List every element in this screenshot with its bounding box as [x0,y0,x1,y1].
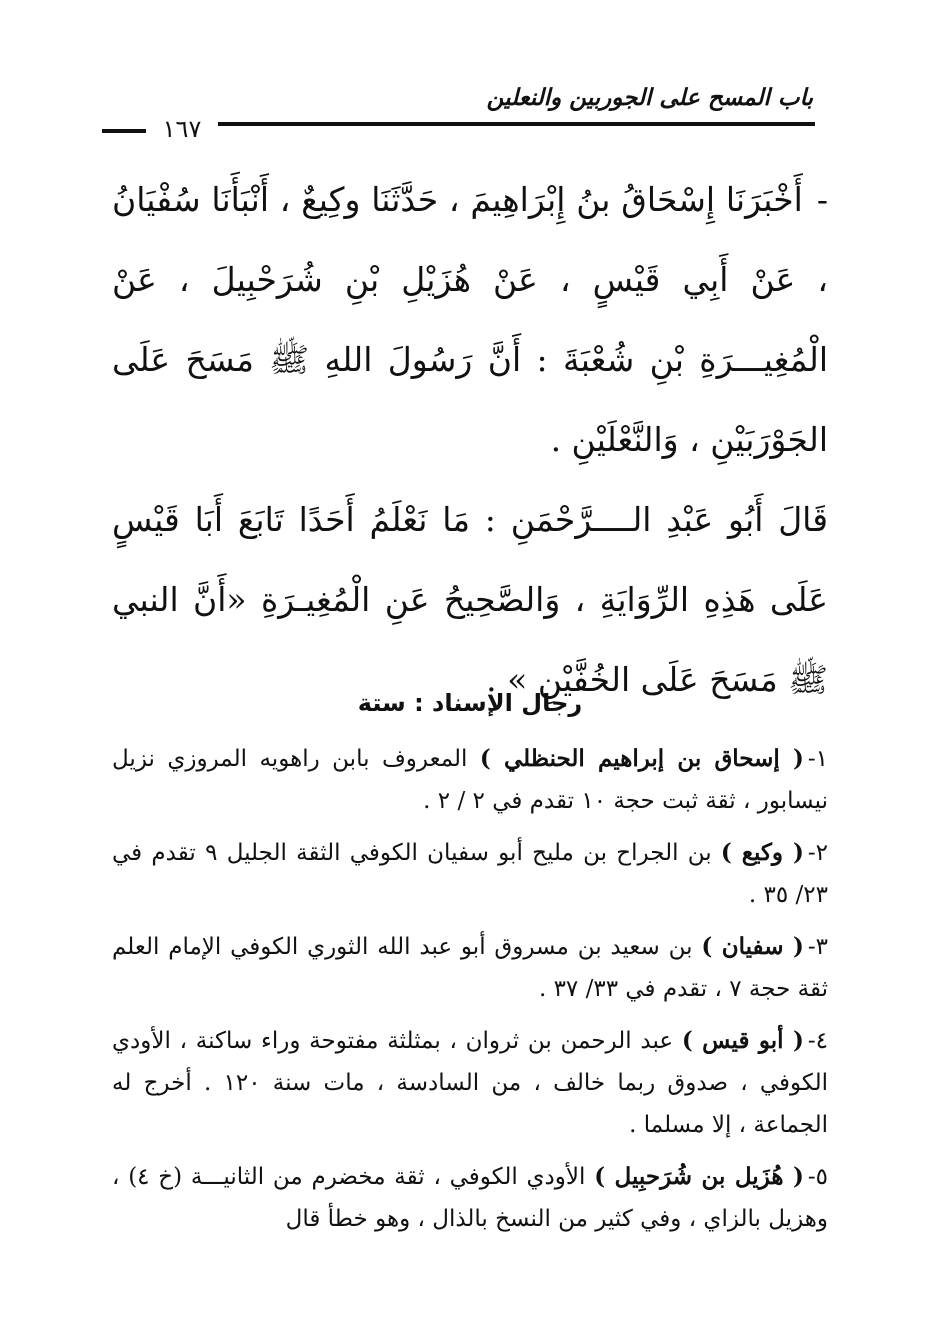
entry-number: ٢- [807,840,828,866]
hadith-comment: قَالَ أَبُو عَبْدِ الــــرَّحْمَنِ : مَا نَعْلَمُ أَحَدًا تَابَعَ أَبَا قَيْسٍ عَلَى هَذِهِ الرِّوَايَةِ ، وَالصَّحِيحُ عَنِ الْمُغِيـرَةِ «أَنَّ النبي ﷺ مَسَحَ عَلَى الخُفَّيْنِ » . [112,500,828,699]
entry-number: ١- [807,746,829,772]
narrator-entry [112,926,828,1010]
narrator-list [112,738,828,1250]
hadith-body: أَخْبَرَنَا إِسْحَاقُ بنُ إِبْرَاهِيمَ ، حَدَّثَنَا وكِيعٌ ، أَنْبَأَنَا سُفْيَانُ ، عَنْ أَبِي قَيْسٍ ، عَنْ هُزَيْلِ بْنِ شُرَحْبِيلَ ، عَنْ الْمُغِيـــرَةِ بْنِ شُعْبَةَ : أَنَّ رَسُولَ اللهِ ﷺ مَسَحَ عَلَى الجَوْرَبَيْنِ ، وَالنَّعْلَيْنِ . [112,180,828,459]
entry-number: ٣- [807,934,828,960]
narrator-entry [112,832,828,916]
page-number: ١٦٧ [162,115,202,143]
header-rule-short [102,129,146,133]
narrator-name: ( وكيع ) [720,839,804,866]
hadith-text [112,160,828,720]
narrator-entry [112,1156,828,1240]
narrator-name: ( أبو قيس ) [681,1027,804,1054]
narrator-description: بن سعيد بن مسروق أبو عبد الله الثوري الكوفي الإمام العلم ثقة حجة ٧ ، تقدم في ٣٣/ ٣٧ . [112,934,828,1002]
narrator-entry [112,1020,828,1146]
narrator-entry [112,738,828,822]
running-header-title: باب المسح على الجوربين والنعلين [486,85,813,111]
hadith-dash: - [816,180,828,219]
entry-number: ٤- [807,1028,829,1054]
narrator-description: الأودي الكوفي ، ثقة مخضرم من الثانيـــة (خ ٤) ، وهزيل بالزاي ، وفي كثير من النسخ بالذال ، وهو خطأ قال [112,1164,828,1232]
header-rule [218,122,815,126]
narrator-description: عبد الرحمن بن ثروان ، بمثلثة مفتوحة وراء ساكنة ، الأودي الكوفي ، صدوق ربما خالف ، من السادسة ، مات سنة ١٢٠ . أخرج له الجماعة ، إلا مسلما . [112,1028,828,1138]
hadith-paragraph [112,160,828,480]
section-title: رجال الإسناد : ستة [357,689,583,717]
narrator-description: المعروف بابن راهويه المروزي نزيل نيسابور ، ثقة ثبت حجة ١٠ تقدم في ٢ / ٢ . [112,746,828,814]
narrator-name: ( إسحاق بن إبراهيم الحنظلي ) [479,745,804,772]
narrator-name: ( سفيان ) [701,933,804,960]
entry-number: ٥- [807,1164,829,1190]
narrator-description: بن الجراح بن مليح أبو سفيان الكوفي الثقة الجليل ٩ تقدم في ٢٣/ ٣٥ . [112,840,828,908]
narrator-name: ( هُزَيل بن شُرَحبِيل ) [594,1163,804,1190]
